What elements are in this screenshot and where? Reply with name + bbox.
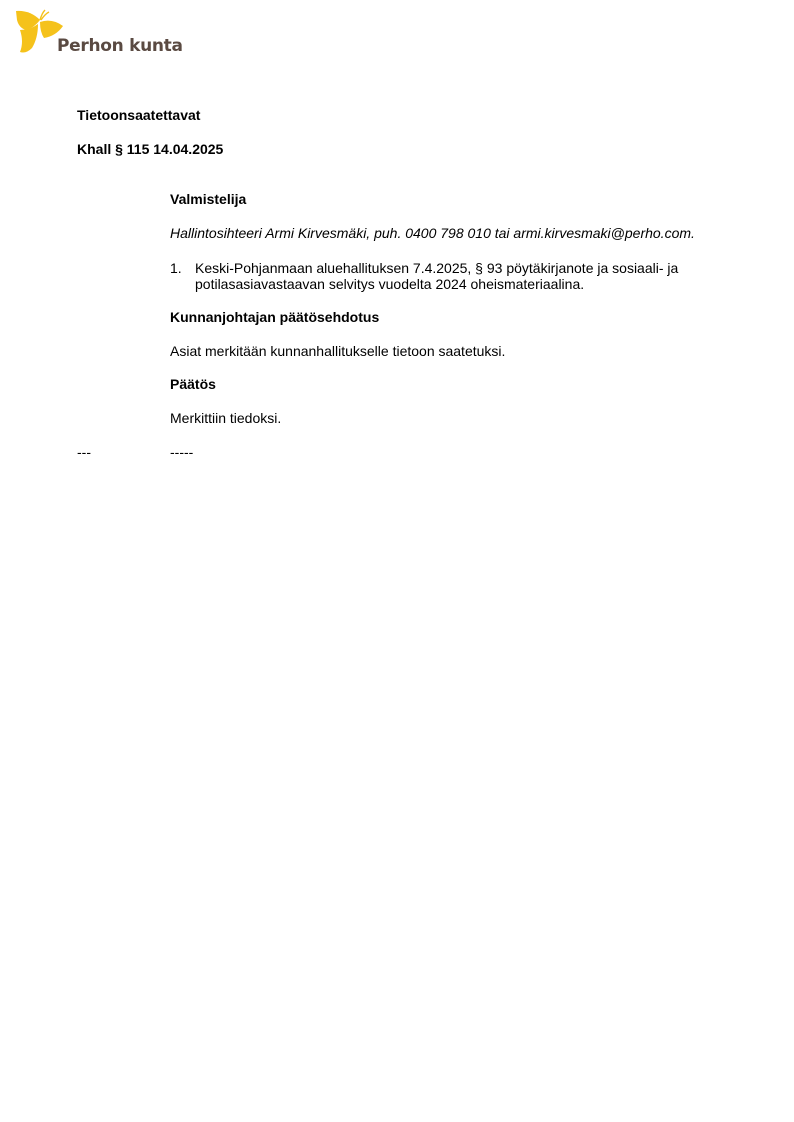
list-item-text: Keski-Pohjanmaan aluehallituksen 7.4.2025, § 93 pöytäkirjanote ja sosiaali- ja potilasasiavastaavan selvitys vuodelta 2024 oheismateriaalina. xyxy=(195,260,679,292)
document-title: Tietoonsaatettavat xyxy=(77,107,201,123)
logo-text: Perhon kunta xyxy=(57,36,183,56)
perho-logo xyxy=(14,8,184,58)
proposal-heading: Kunnanjohtajan päätösehdotus xyxy=(170,309,380,325)
decision-text: Merkittiin tiedoksi. xyxy=(170,410,282,426)
preparer-contact: Hallintosihteeri Armi Kirvesmäki, puh. 0400 798 010 tai armi.kirvesmaki@perho.com. xyxy=(170,225,695,241)
end-marker-right: ----- xyxy=(170,444,194,460)
proposal-text: Asiat merkitään kunnanhallitukselle tietoon saatetuksi. xyxy=(170,343,506,359)
preparer-heading: Valmistelija xyxy=(170,191,247,207)
decision-heading: Päätös xyxy=(170,376,216,392)
list-item-number: 1. xyxy=(170,260,182,276)
end-marker-left: --- xyxy=(77,444,91,460)
meeting-reference: Khall § 115 14.04.2025 xyxy=(77,141,224,157)
